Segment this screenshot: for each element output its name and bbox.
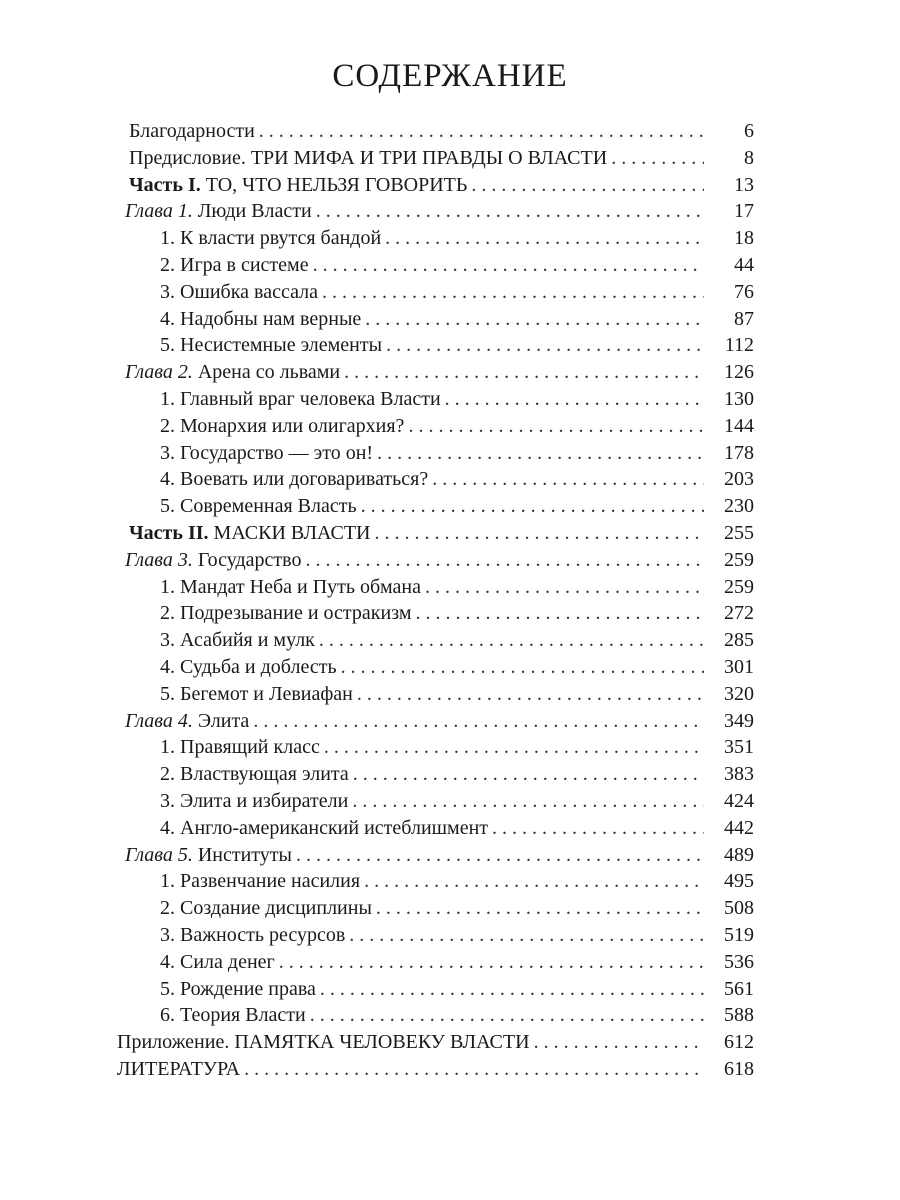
page-number: 259: [724, 575, 754, 598]
toc-entry-title: Благодарности: [129, 120, 255, 142]
toc-entry: [125, 198, 900, 225]
page-number: 178: [724, 441, 754, 464]
toc-entry-title: 2. Игра в системе: [160, 253, 309, 276]
dot-leader: [445, 386, 704, 413]
page-number: 612: [724, 1031, 754, 1054]
toc-entry-title: 1. Правящий класс: [160, 736, 320, 759]
toc-entry-label: [160, 440, 373, 467]
dot-leader: [361, 493, 704, 520]
toc-entry-title: 2. Монархия или олигархия?: [160, 414, 405, 437]
dot-leader: [357, 681, 704, 708]
toc-entry-label: [160, 895, 372, 922]
toc-entry: [160, 440, 900, 467]
toc-entry-title: 3. Ошибка вассала: [160, 280, 318, 303]
dot-leader: [352, 788, 704, 815]
toc-entry: [160, 225, 900, 252]
toc-entry-label: [160, 976, 316, 1003]
page-number: 508: [724, 897, 754, 920]
toc-entry: [160, 306, 900, 333]
toc-entry: [160, 493, 900, 520]
toc-entry-label: [160, 225, 381, 252]
toc-entry: [160, 600, 900, 627]
toc-entry-label: [160, 788, 348, 815]
toc-entry-label: [160, 922, 345, 949]
toc-entry: [160, 734, 900, 761]
toc-entry-label: [160, 868, 360, 895]
toc-entry: [160, 654, 900, 681]
page-number: 18: [734, 227, 754, 250]
toc-entry-title: 3. Важность ресурсов: [160, 923, 346, 946]
toc-entry-title: ТО, ЧТО НЕЛЬЗЯ ГОВОРИТЬ: [200, 173, 468, 196]
toc-entry-label: [160, 761, 349, 788]
page-number: 349: [724, 709, 754, 732]
dot-leader: [324, 734, 704, 761]
toc-entry-title: 4. Воевать или договариваться?: [160, 468, 429, 491]
toc-entry-label: [160, 734, 320, 761]
page-number: 320: [724, 682, 754, 705]
toc-entry-title: Государство: [192, 548, 302, 571]
toc-entry-title: Предисловие. ТРИ МИФА И ТРИ ПРАВДЫ О ВЛАСТИ: [129, 146, 608, 169]
toc-entry: [160, 949, 900, 976]
toc-entry: [117, 1056, 900, 1083]
toc-entry-label: [160, 815, 488, 842]
page-number: 495: [724, 870, 754, 893]
dot-leader: [296, 842, 704, 869]
page-number: 442: [724, 816, 754, 839]
toc-entry: [125, 842, 900, 869]
dot-leader: [344, 359, 704, 386]
toc-entry-title: 1. К власти рвутся бандой: [160, 227, 382, 250]
toc-entry: [129, 118, 900, 145]
toc-entry: [160, 681, 900, 708]
toc-entry-title: 4. Надобны нам верные: [160, 307, 362, 330]
page-number: 383: [724, 763, 754, 786]
chapter-number: Глава 1.: [125, 200, 193, 223]
dot-leader: [376, 895, 704, 922]
table-of-contents: [0, 118, 900, 1083]
dot-leader: [374, 520, 704, 547]
page-number: 588: [724, 1004, 754, 1027]
page-number: 230: [724, 495, 754, 518]
toc-entry-label: [160, 600, 411, 627]
toc-entry-title: 4. Сила денег: [160, 950, 275, 973]
toc-entry-title: 4. Англо-американский истеблишмент: [160, 816, 489, 839]
toc-entry-title: 5. Несистемные элементы: [160, 334, 383, 357]
toc-entry-label: [125, 547, 301, 574]
toc-entry-label: [125, 842, 292, 869]
dot-leader: [425, 574, 704, 601]
page-number: 76: [734, 280, 754, 303]
toc-entry: [160, 922, 900, 949]
chapter-number: Глава 5.: [125, 843, 193, 866]
toc-entry-title: 1. Развенчание насилия: [160, 870, 361, 893]
page-number: 424: [724, 789, 754, 812]
toc-entry-label: [117, 1029, 530, 1056]
dot-leader: [432, 466, 704, 493]
toc-entry-title: 3. Государство — это он!: [160, 441, 374, 464]
chapter-number: Глава 4.: [125, 709, 193, 732]
dot-leader: [386, 332, 704, 359]
page-number: 301: [724, 655, 754, 678]
toc-entry-title: 1. Главный враг человека Власти: [160, 387, 441, 410]
toc-entry-title: 5. Современная Власть: [160, 495, 357, 518]
dot-leader: [385, 225, 704, 252]
toc-entry-label: [160, 1002, 306, 1029]
dot-leader: [365, 306, 704, 333]
toc-entry: [129, 520, 900, 547]
toc-entry-title: 2. Властвующая элита: [160, 763, 349, 786]
toc-entry-label: [160, 413, 404, 440]
dot-leader: [415, 600, 704, 627]
page-number: 285: [724, 629, 754, 652]
toc-entry-label: [160, 332, 382, 359]
toc-entry-title: МАСКИ ВЛАСТИ: [208, 521, 371, 544]
toc-entry: [125, 359, 900, 386]
page-number: 13: [734, 173, 754, 196]
toc-entry-title: 1. Мандат Неба и Путь обмана: [160, 575, 421, 598]
page-title: СОДЕРЖАНИЕ: [332, 58, 568, 94]
chapter-number: Глава 2.: [125, 361, 193, 384]
toc-entry-label: [160, 279, 318, 306]
page-number: 618: [724, 1057, 754, 1080]
toc-entry-title: Приложение. ПАМЯТКА ЧЕЛОВЕКУ ВЛАСТИ: [117, 1031, 530, 1054]
toc-entry-title: Люди Власти: [192, 200, 312, 223]
toc-entry: [125, 547, 900, 574]
dot-leader: [341, 654, 704, 681]
page-number: 44: [734, 253, 754, 276]
toc-entry: [160, 466, 900, 493]
toc-entry-title: 6. Теория Власти: [160, 1004, 306, 1027]
page-number: 255: [724, 521, 754, 544]
toc-entry-label: [129, 172, 467, 199]
toc-entry-label: [160, 654, 337, 681]
page-number: 17: [734, 200, 754, 223]
page-number: 519: [724, 923, 754, 946]
dot-leader: [279, 949, 704, 976]
toc-entry: [160, 895, 900, 922]
dot-leader: [322, 279, 704, 306]
dot-leader: [320, 976, 704, 1003]
toc-entry-label: [160, 252, 309, 279]
dot-leader: [316, 198, 704, 225]
toc-entry-label: [125, 198, 312, 225]
toc-entry: [160, 332, 900, 359]
toc-entry: [160, 868, 900, 895]
toc-entry: [160, 761, 900, 788]
toc-entry: [160, 1002, 900, 1029]
toc-entry-title: 2. Подрезывание и остракизм: [160, 602, 412, 625]
toc-entry-title: Арена со львами: [192, 361, 341, 384]
toc-entry: [117, 1029, 900, 1056]
toc-entry-title: 5. Рождение права: [160, 977, 316, 1000]
toc-entry-label: [160, 386, 441, 413]
toc-entry-title: 5. Бегемот и Левиафан: [160, 682, 353, 705]
page-number: 6: [744, 120, 754, 142]
toc-entry-label: [129, 118, 255, 145]
toc-entry-label: [117, 1056, 240, 1083]
dot-leader: [244, 1056, 704, 1083]
dot-leader: [611, 145, 704, 172]
toc-entry: [129, 145, 900, 172]
toc-entry-label: [160, 681, 353, 708]
page-number: 130: [724, 387, 754, 410]
toc-entry-label: [160, 627, 315, 654]
toc-entry-label: [160, 574, 421, 601]
page-number: 126: [724, 361, 754, 384]
toc-entry-label: [160, 466, 428, 493]
dot-leader: [310, 1002, 704, 1029]
dot-leader: [377, 440, 704, 467]
dot-leader: [349, 922, 704, 949]
page-number: 489: [724, 843, 754, 866]
toc-entry: [160, 279, 900, 306]
toc-entry-title: 4. Судьба и доблесть: [160, 655, 337, 678]
dot-leader: [305, 547, 704, 574]
toc-entry: [160, 627, 900, 654]
toc-entry: [160, 413, 900, 440]
page-number: 144: [724, 414, 754, 437]
page-number: 203: [724, 468, 754, 491]
page-number: 561: [724, 977, 754, 1000]
toc-entry-title: 2. Создание дисциплины: [160, 897, 372, 920]
toc-entry-title: 3. Асабийя и мулк: [160, 629, 315, 652]
part-number: Часть II.: [129, 521, 209, 544]
page-number: 112: [724, 334, 754, 357]
toc-entry: [160, 815, 900, 842]
dot-leader: [259, 118, 704, 145]
toc-entry-label: [160, 949, 275, 976]
dot-leader: [313, 252, 704, 279]
toc-entry: [125, 708, 900, 735]
page-number: 8: [744, 146, 754, 169]
toc-entry-title: Институты: [192, 843, 292, 866]
toc-entry-title: ЛИТЕРАТУРА: [117, 1057, 241, 1080]
toc-entry: [160, 788, 900, 815]
page-number: 87: [734, 307, 754, 330]
page-number: 259: [724, 548, 754, 571]
dot-leader: [534, 1029, 704, 1056]
toc-entry-label: [125, 708, 249, 735]
toc-entry: [160, 252, 900, 279]
toc-entry-label: [160, 493, 357, 520]
dot-leader: [353, 761, 704, 788]
toc-entry-label: [160, 306, 361, 333]
dot-leader: [364, 868, 704, 895]
toc-entry: [160, 574, 900, 601]
toc-entry-title: 3. Элита и избиратели: [160, 789, 349, 812]
chapter-number: Глава 3.: [125, 548, 193, 571]
toc-entry-label: [129, 145, 607, 172]
page-number: 351: [724, 736, 754, 759]
toc-entry-label: [129, 520, 370, 547]
toc-entry-title: Элита: [192, 709, 250, 732]
dot-leader: [253, 708, 704, 735]
dot-leader: [492, 815, 704, 842]
page-number: 536: [724, 950, 754, 973]
part-number: Часть I.: [129, 173, 201, 196]
dot-leader: [408, 413, 704, 440]
toc-entry-label: [125, 359, 340, 386]
toc-entry: [129, 172, 900, 199]
toc-entry: [160, 386, 900, 413]
dot-leader: [319, 627, 704, 654]
toc-entry: [160, 976, 900, 1003]
page-number: 272: [724, 602, 754, 625]
dot-leader: [471, 172, 704, 199]
